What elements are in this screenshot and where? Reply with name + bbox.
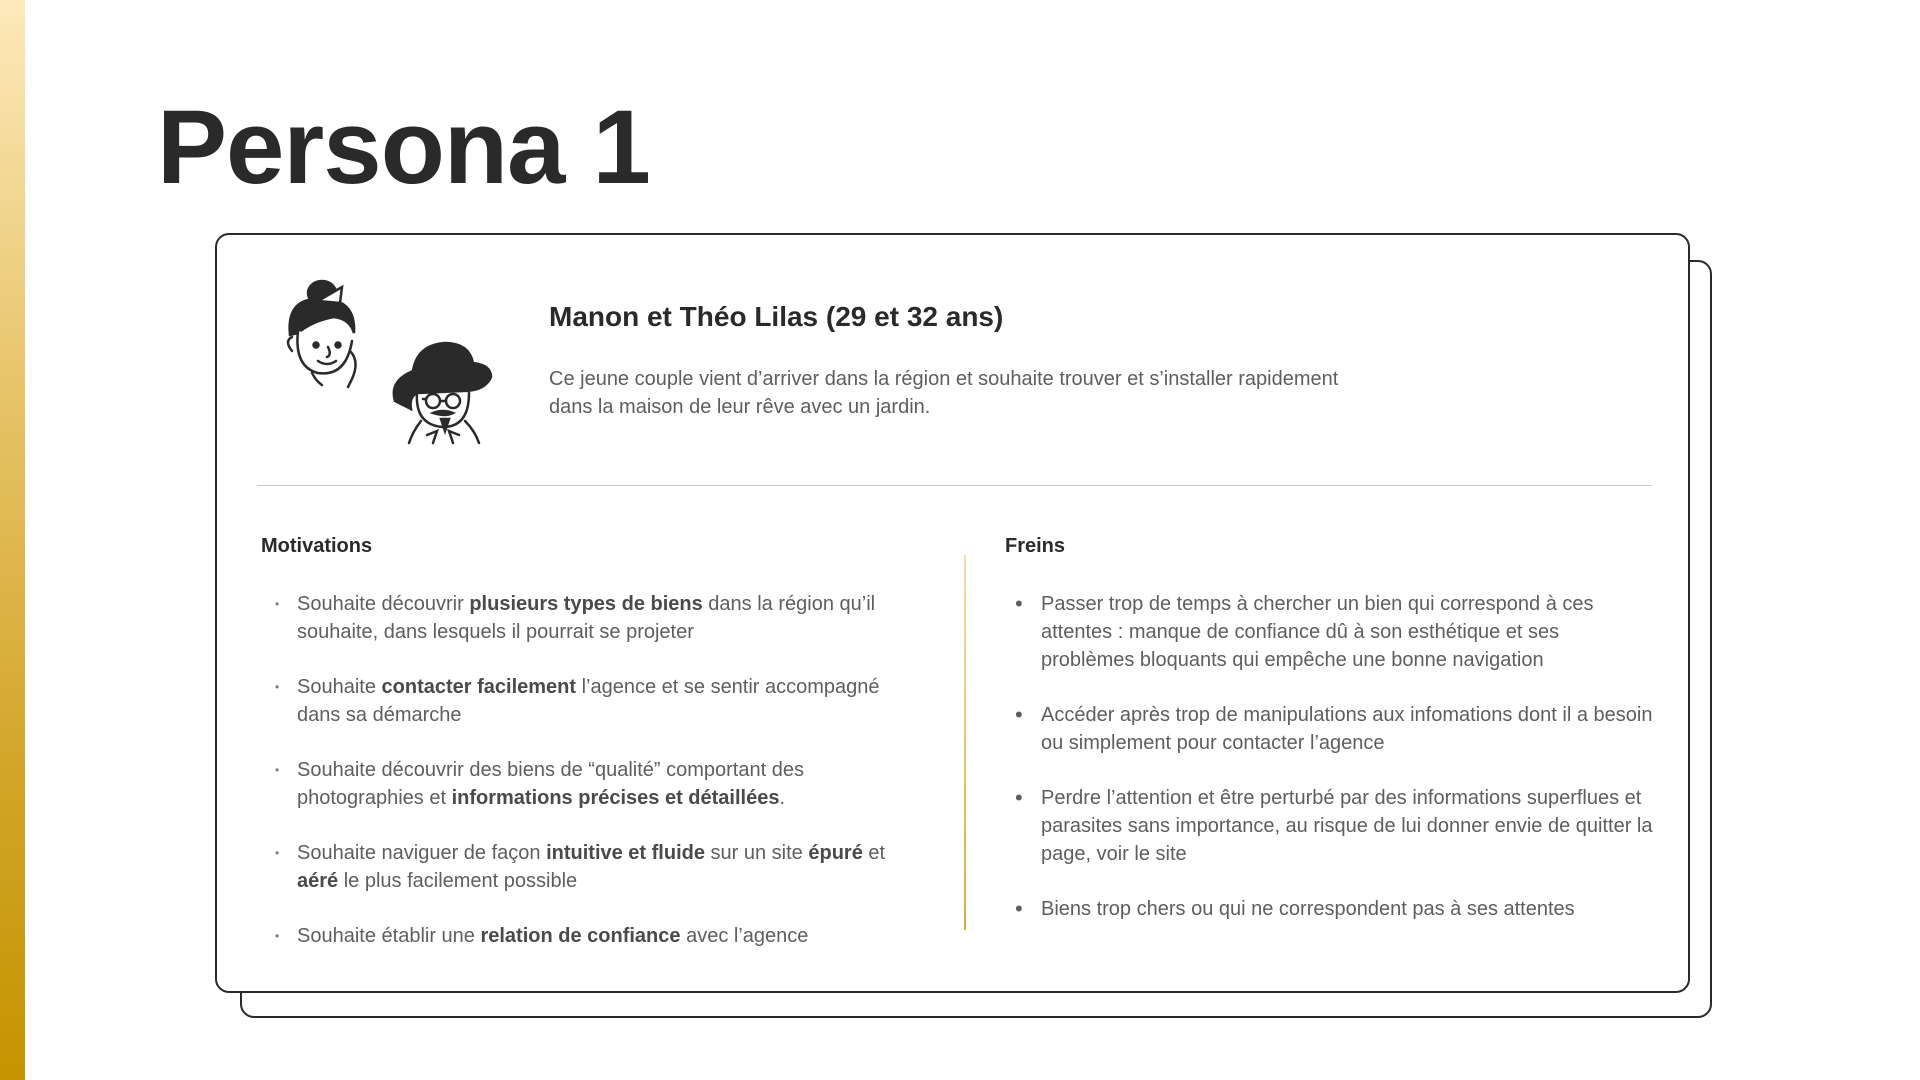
list-item: • Passer trop de temps à chercher un bien qui correspond à ces attentes : manque de confiance dû à son esthétique et ses problèmes bloquants qui empêche une bonne navigation — [1015, 590, 1655, 674]
list-item: • Perdre l’attention et être perturbé par des informations superflues et parasites sans importance, au risque de lui donner envie de quitter la page, voir le site — [1015, 784, 1655, 868]
list-item: • Souhaite naviguer de façon intuitive et fluide sur un site épuré et aéré le plus facilement possible — [279, 839, 899, 895]
column-divider — [964, 555, 966, 930]
list-item: • Souhaite découvrir plusieurs types de biens dans la région qu’il souhaite, dans lesquels il pourrait se projeter — [279, 590, 899, 646]
list-item: • Accéder après trop de manipulations aux infomations dont il a besoin ou simplement pour contacter l’agence — [1015, 701, 1655, 757]
freins-list — [1015, 590, 1655, 950]
list-item: • Biens trop chers ou qui ne correspondent pas à ses attentes — [1015, 895, 1655, 923]
horizontal-divider — [257, 485, 1652, 486]
gold-side-bar — [0, 0, 25, 1080]
motivations-list — [279, 590, 899, 977]
persona-description: Ce jeune couple vient d’arriver dans la région et souhaite trouver et s’installer rapidement dans la maison de leur rêve avec un jardin. — [549, 368, 1339, 418]
motivations-title: Motivations — [261, 535, 373, 557]
list-item: • Souhaite contacter facilement l’agence et se sentir accompagné dans sa démarche — [279, 673, 899, 729]
persona-avatars — [272, 275, 512, 455]
man-with-hat-avatar-icon — [387, 335, 497, 445]
page-title: Persona 1 — [157, 89, 650, 206]
freins-title: Freins — [1005, 535, 1066, 557]
list-item: • Souhaite établir une relation de confiance avec l’agence — [279, 922, 899, 950]
persona-card — [215, 233, 1690, 993]
persona-name: Manon et Théo Lilas (29 et 32 ans) — [549, 301, 1004, 332]
list-item: • Souhaite découvrir des biens de “qualité” comportant des photographies et informations précises et détaillées. — [279, 756, 899, 812]
